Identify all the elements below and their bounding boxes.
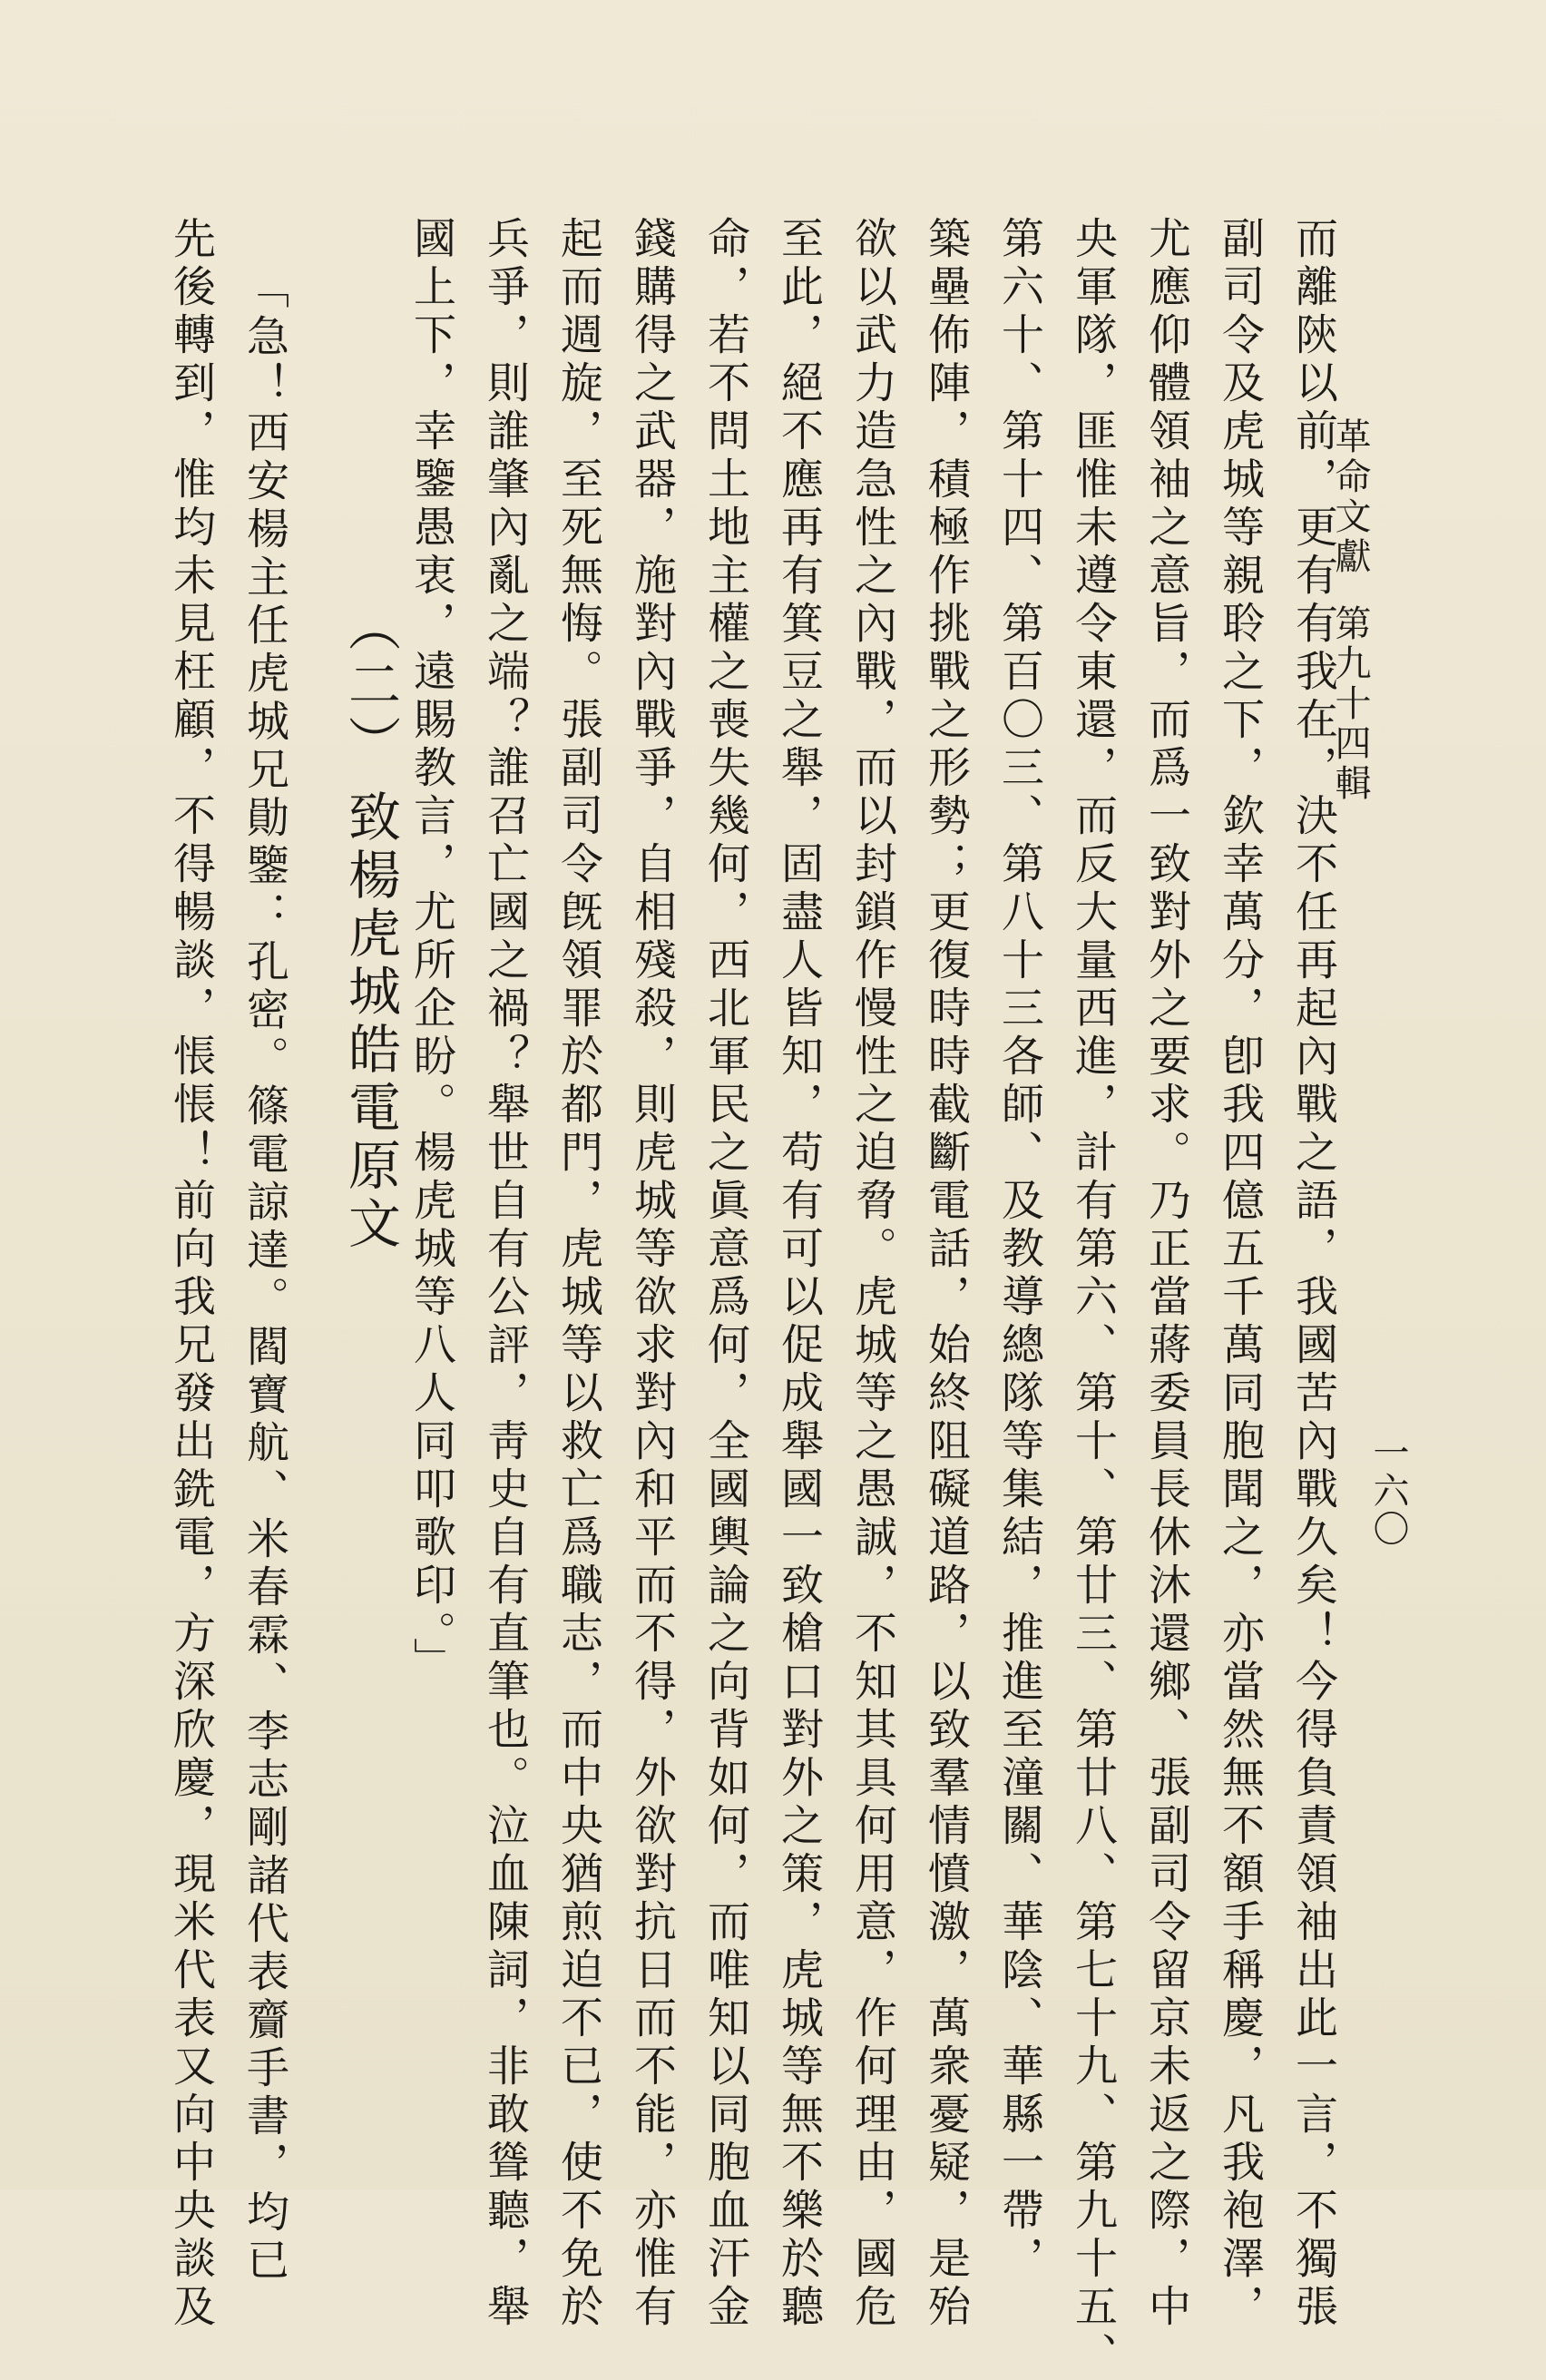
text-column: 尤應仰體領袖之意旨，而爲一致對外之要求。乃正當蔣委員長休沐還鄉、張副司令留京未返之際，中 <box>1141 216 1191 2332</box>
section-heading <box>339 599 401 1254</box>
text-column: 錢購得之武器，施對內戰爭，自相殘殺，則虎城等欲求對內和平而不得，外欲對抗日而不能，亦惟有 <box>627 216 677 2332</box>
text-column: 至此，絕不應再有箕豆之舉，固盡人皆知，苟有可以促成舉國一致槍口對外之策，虎城等無不樂於聽 <box>774 216 824 2332</box>
text-column: 先後轉到，惟均未見枉顧，不得暢談，悵悵！前向我兄發出銑電，方深欣慶，現米代表又向中央談及 <box>166 216 216 2332</box>
text-column: 欲以武力造急性之內戰，而以封鎖作慢性之迫脅。虎城等之愚誠，不知其具何用意，作何理由，國危 <box>847 216 897 2332</box>
text-column: 「急！西安楊主任虎城兄勛鑒：孔密。篠電諒達。閻寶航、米春霖、李志剛諸代表齎手書，均已 <box>240 266 289 2286</box>
text-column: 而離陝以前，更有有我在，決不任再起內戰之語，我國苦內戰久矣！今得負責領袖出此一言，不獨張 <box>1288 216 1338 2332</box>
text-column: 副司令及虎城等親聆之下，欽幸萬分，卽我四億五千萬同胞聞之，亦當然無不額手稱慶，凡我袍澤， <box>1215 216 1265 2332</box>
text-column: 兵爭，則誰肇內亂之端？誰召亡國之禍？舉世自有公評，靑史自有直筆也。泣血陳詞，非敢聳聽，舉 <box>480 216 530 2332</box>
text-column: 命，若不問土地主權之喪失幾何，西北軍民之眞意爲何，全國輿論之向背如何，而唯知以同胞血汗金 <box>700 216 750 2332</box>
book-title: 革命文獻 <box>1329 417 1371 577</box>
text-column: 國上下，幸鑒愚衷，遠賜教言，尤所企盼。楊虎城等八人同叩歌印。」 <box>406 216 456 1686</box>
section-number: （二） <box>339 599 401 773</box>
page-number: 一六〇 <box>1367 1434 1409 1548</box>
volume-label: 第九十四輯 <box>1329 604 1371 804</box>
text-column: 第六十、第十四、第百〇三、第八十三各師、及教導總隊等集結，推進至潼關、華陰、華縣一帶， <box>994 216 1044 2284</box>
text-column: 起而週旋，至死無悔。張副司令旣領罪於都門，虎城等以救亡爲職志，而中央猶煎迫不已，使不免於 <box>553 216 603 2332</box>
section-title: 致楊虎城皓電原文 <box>339 789 401 1254</box>
text-column: 央軍隊，匪惟未遵令東還，而反大量西進，計有第六、第十、第廿三、第廿八、第七十九、第九十五、 <box>1068 216 1118 2380</box>
text-column: 築壘佈陣，積極作挑戰之形勢；更復時時截斷電話，始終阻礙道路，以致羣情憤激，萬衆憂疑，是殆 <box>921 216 971 2332</box>
